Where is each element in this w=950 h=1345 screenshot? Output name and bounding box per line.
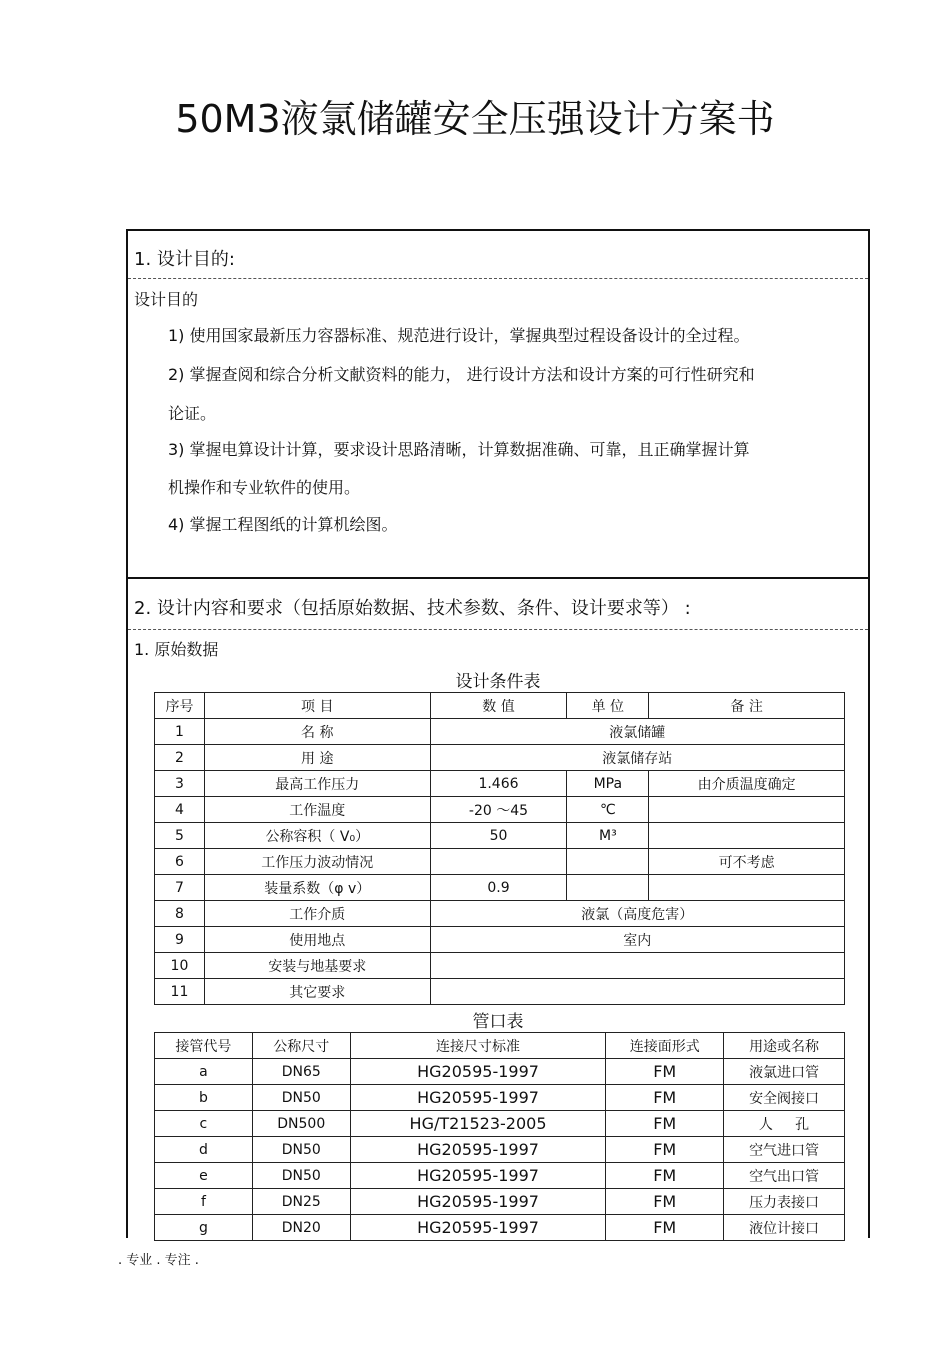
divider [128,629,868,630]
table-row [155,1215,845,1241]
cell-unit: MPa [567,771,649,797]
cell-item: 公称容积（ V₀） [204,823,430,849]
cell-item: 工作温度 [204,797,430,823]
cell-value: 1.466 [430,771,567,797]
header-cell: 接管代号 [155,1033,253,1059]
cell-standard: HG20595-1997 [350,1189,606,1215]
header-cell: 用途或名称 [724,1033,845,1059]
cell-face: FM [606,1137,724,1163]
cell-standard: HG/T21523-2005 [350,1111,606,1137]
cell-merged [430,979,844,1005]
cell-item: 装量系数（φ v） [204,875,430,901]
cell-value: -20 ～45 [430,797,567,823]
cond-table-caption: 设计条件表 [455,672,541,692]
cell-purpose: 人 孔 [724,1111,845,1137]
cell-no: 3 [155,771,205,797]
cell-no: 6 [155,849,205,875]
table-row [155,771,845,797]
cell-no: 8 [155,901,205,927]
table-row [155,1059,845,1085]
header-cell: 连接面形式 [606,1033,724,1059]
cell-code: b [155,1085,253,1111]
cell-standard: HG20595-1997 [350,1059,606,1085]
cell-size: DN20 [252,1215,350,1241]
cell-face: FM [606,1111,724,1137]
cell-merged: 液氯储存站 [430,745,844,771]
cell-face: FM [606,1163,724,1189]
cell-size: DN25 [252,1189,350,1215]
cell-purpose: 液位计接口 [724,1215,845,1241]
section1-subheading: 设计目的 [134,290,199,309]
cell-merged: 液氯储罐 [430,719,844,745]
objective-item: 3) 掌握电算设计计算，要求设计思路清晰，计算数据准确、可靠，且正确掌握计算 [168,440,750,459]
section-divider [128,577,868,579]
objective-item-cont: 机操作和专业软件的使用。 [168,478,361,497]
cell-item: 使用地点 [204,927,430,953]
table-header-row [155,1033,845,1059]
cell-standard: HG20595-1997 [350,1215,606,1241]
table-row [155,719,845,745]
footer-text: . 专业 . 专注 . [118,1253,199,1268]
cell-note: 可不考虑 [649,849,845,875]
cell-code: d [155,1137,253,1163]
cell-item: 安装与地基要求 [204,953,430,979]
cell-unit [567,875,649,901]
cell-unit: ℃ [567,797,649,823]
cell-size: DN50 [252,1137,350,1163]
design-conditions-table [154,692,845,1005]
cell-face: FM [606,1215,724,1241]
header-cell: 连接尺寸标准 [350,1033,606,1059]
table-row [155,823,845,849]
cell-item: 其它要求 [204,979,430,1005]
cell-item: 最高工作压力 [204,771,430,797]
table-row [155,1111,845,1137]
cell-standard: HG20595-1997 [350,1163,606,1189]
cell-merged [430,953,844,979]
cell-purpose: 空气出口管 [724,1163,845,1189]
cell-code: f [155,1189,253,1215]
cell-purpose: 液氯进口管 [724,1059,845,1085]
cell-code: g [155,1215,253,1241]
objective-item-cont: 论证。 [168,404,217,423]
table-row [155,901,845,927]
cell-code: c [155,1111,253,1137]
cell-code: a [155,1059,253,1085]
cell-face: FM [606,1059,724,1085]
cell-size: DN50 [252,1085,350,1111]
cell-merged: 液氯（高度危害） [430,901,844,927]
header-cell: 单 位 [567,693,649,719]
cell-no: 11 [155,979,205,1005]
table-header-row [155,693,845,719]
cell-item: 工作介质 [204,901,430,927]
cell-note [649,875,845,901]
table-row [155,1085,845,1111]
cell-item: 工作压力波动情况 [204,849,430,875]
objective-item: 1) 使用国家最新压力容器标准、规范进行设计，掌握典型过程设备设计的全过程。 [168,326,750,345]
header-cell: 项 目 [204,693,430,719]
cell-face: FM [606,1189,724,1215]
cell-no: 10 [155,953,205,979]
content-frame [126,229,870,1238]
cell-size: DN65 [252,1059,350,1085]
cell-standard: HG20595-1997 [350,1137,606,1163]
cell-no: 2 [155,745,205,771]
table-row [155,979,845,1005]
table-row [155,1137,845,1163]
cell-no: 1 [155,719,205,745]
header-cell: 备 注 [649,693,845,719]
table-row [155,927,845,953]
cell-value: 0.9 [430,875,567,901]
cell-purpose: 空气进口管 [724,1137,845,1163]
cell-no: 7 [155,875,205,901]
nozzle-table [154,1032,845,1241]
objective-item: 2) 掌握查阅和综合分析文献资料的能力， 进行设计方法和设计方案的可行性研究和 [168,365,755,384]
table-row [155,745,845,771]
cell-note [649,823,845,849]
section2-subheading: 1. 原始数据 [134,640,219,659]
cell-note [649,797,845,823]
cell-size: DN50 [252,1163,350,1189]
cell-code: e [155,1163,253,1189]
table-row [155,1189,845,1215]
cell-item: 名 称 [204,719,430,745]
cell-no: 9 [155,927,205,953]
section2-heading: 2. 设计内容和要求（包括原始数据、技术参数、条件、设计要求等） : [134,598,691,619]
cell-purpose: 安全阀接口 [724,1085,845,1111]
table-row [155,797,845,823]
cell-note: 由介质温度确定 [649,771,845,797]
table-row [155,875,845,901]
cell-no: 4 [155,797,205,823]
table-row [155,1163,845,1189]
cell-item: 用 途 [204,745,430,771]
table-row [155,849,845,875]
cell-unit [567,849,649,875]
cell-standard: HG20595-1997 [350,1085,606,1111]
header-cell: 数 值 [430,693,567,719]
pipe-table-caption: 管口表 [472,1012,524,1032]
page-title: 50M3液氯储罐安全压强设计方案书 [175,97,775,141]
header-cell: 公称尺寸 [252,1033,350,1059]
cell-value [430,849,567,875]
table-row [155,953,845,979]
cell-value: 50 [430,823,567,849]
cell-purpose: 压力表接口 [724,1189,845,1215]
cell-unit: M³ [567,823,649,849]
cell-size: DN500 [252,1111,350,1137]
header-cell: 序号 [155,693,205,719]
cell-merged: 室内 [430,927,844,953]
cell-face: FM [606,1085,724,1111]
objective-item: 4) 掌握工程图纸的计算机绘图。 [168,515,398,534]
section1-heading: 1. 设计目的: [134,249,235,270]
divider [128,278,868,279]
cell-no: 5 [155,823,205,849]
